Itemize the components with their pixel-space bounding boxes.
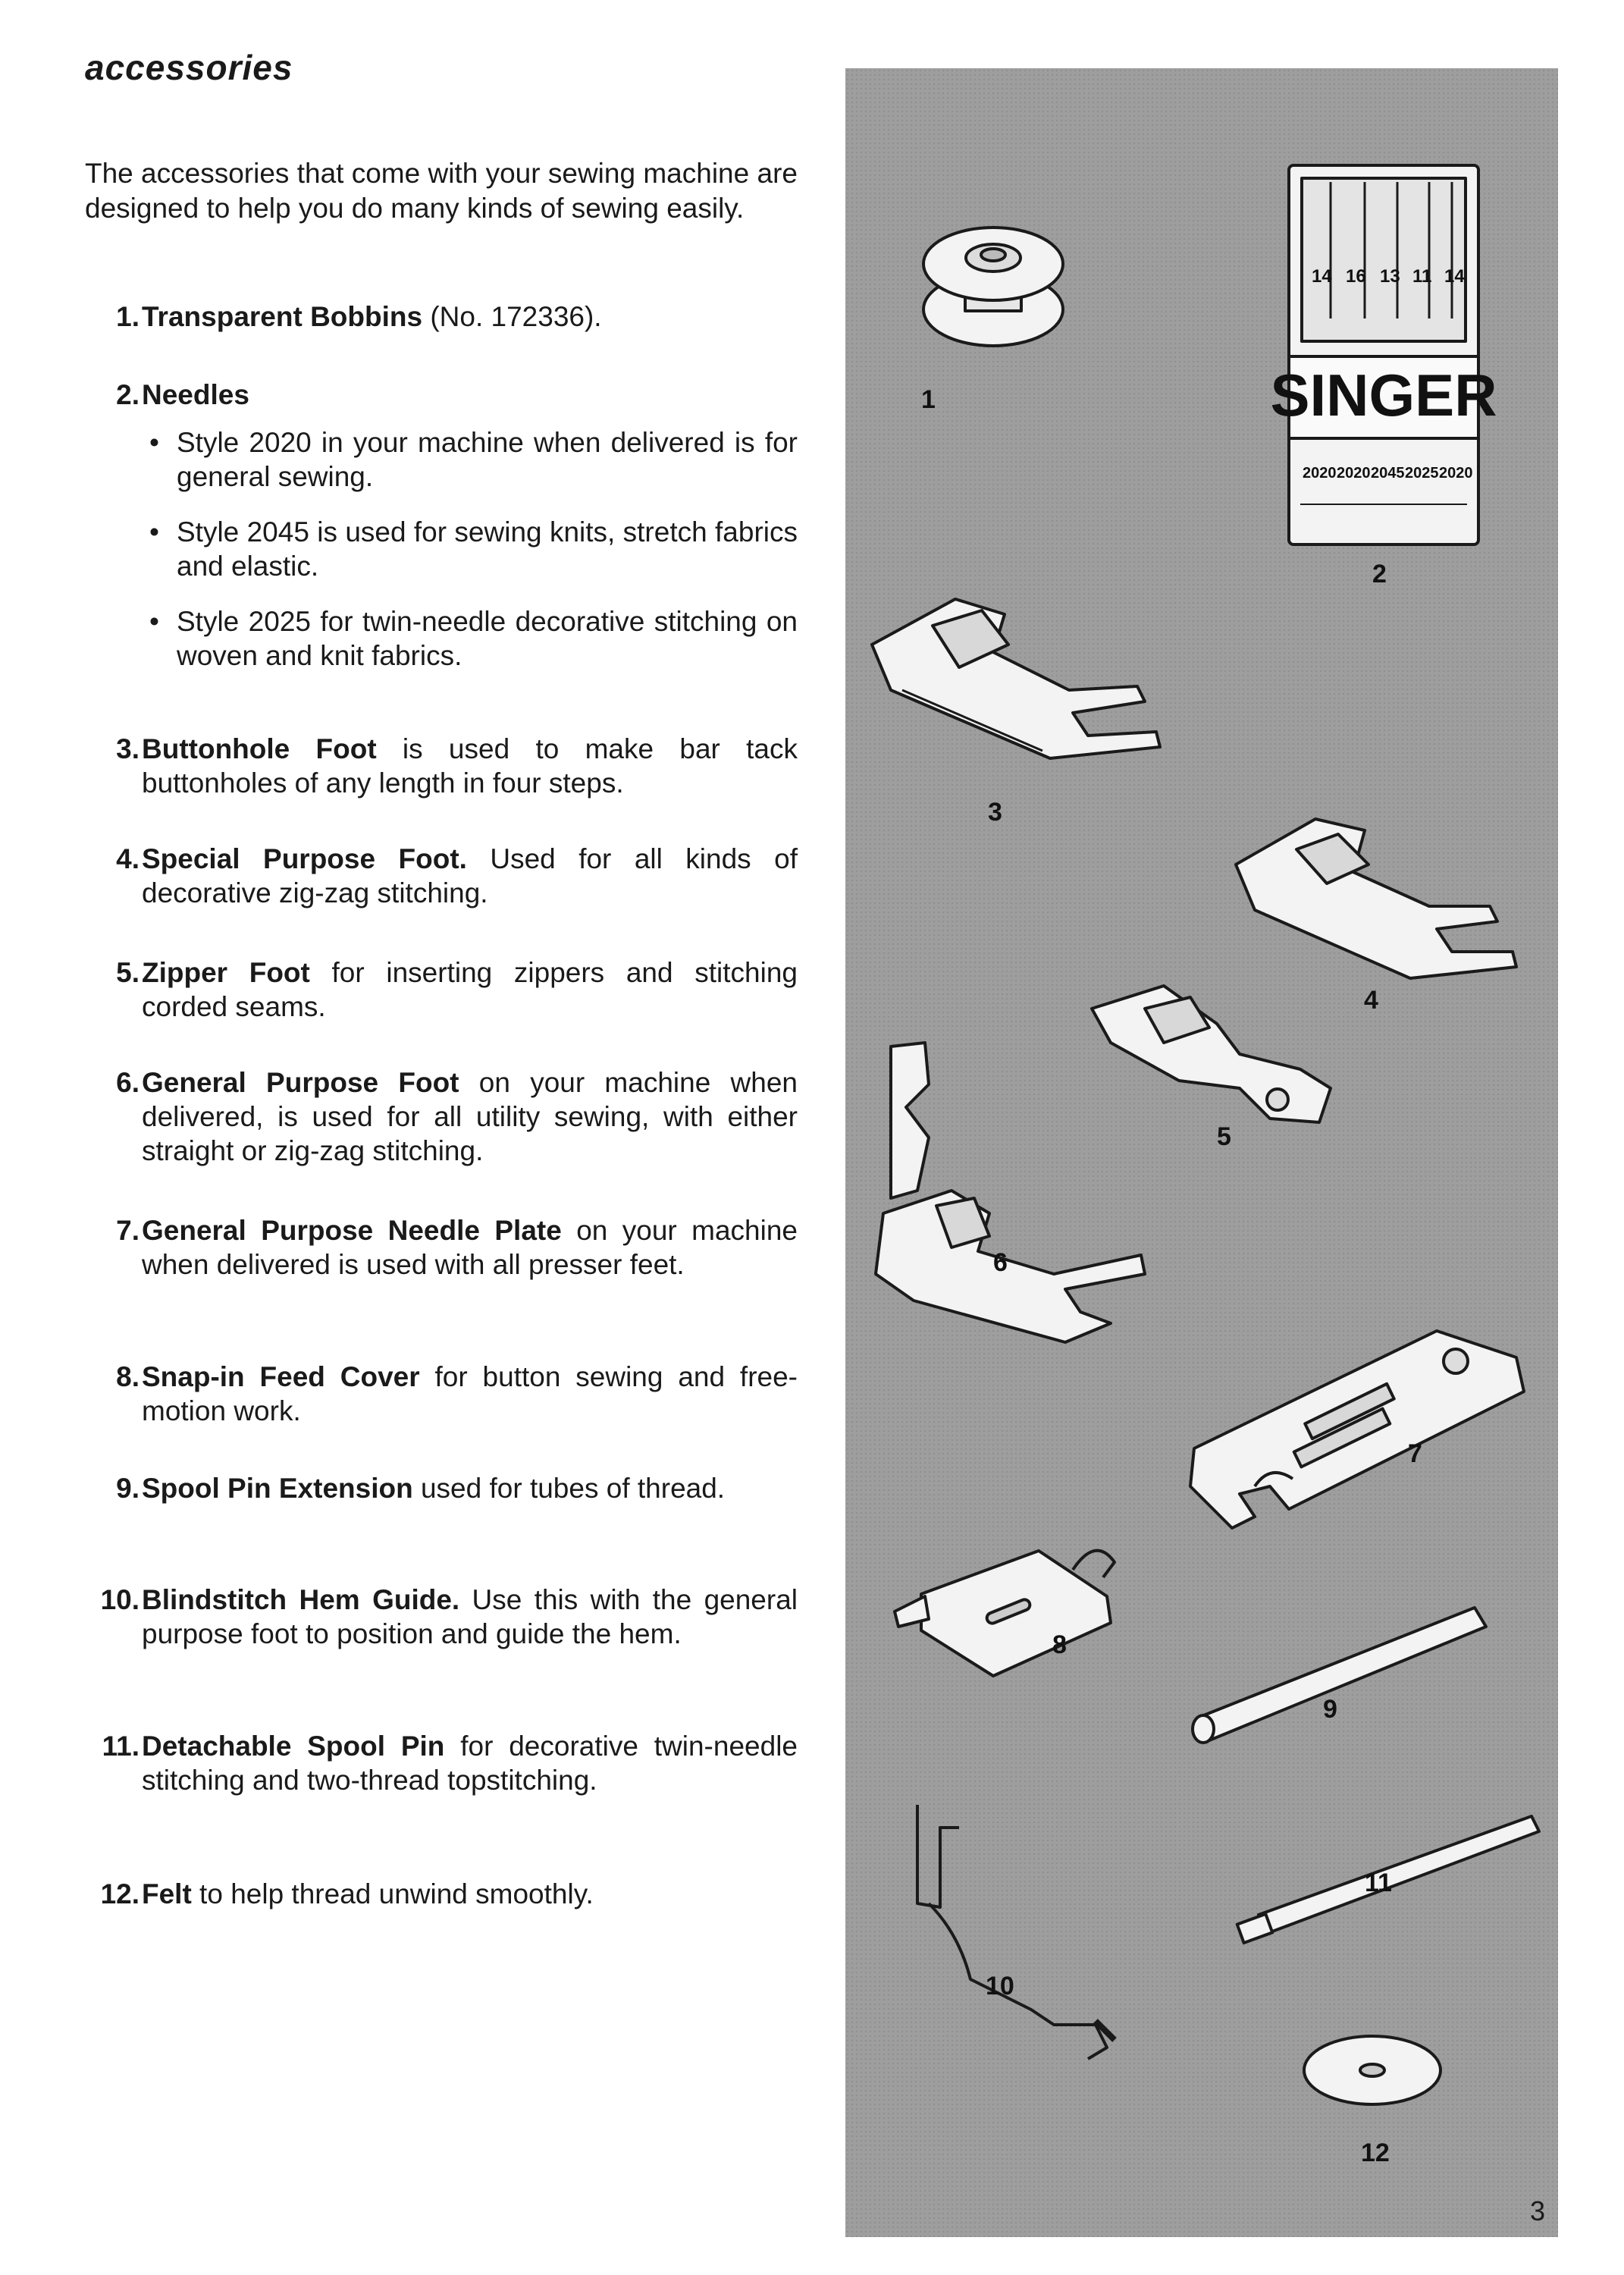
item-term: General Purpose Needle Plate bbox=[142, 1215, 562, 1246]
list-item bbox=[85, 1583, 798, 1651]
bobbin-icon bbox=[923, 228, 1063, 346]
figure-label-6: 6 bbox=[993, 1248, 1008, 1277]
item-number: 12. bbox=[100, 1878, 140, 1909]
item-term: Detachable Spool Pin bbox=[142, 1731, 445, 1762]
item-text bbox=[142, 1729, 798, 1797]
accessories-illustration bbox=[845, 68, 1558, 2237]
item-text bbox=[142, 1065, 798, 1168]
item-description: for button sewing and free-motion work. bbox=[142, 1361, 798, 1426]
special-purpose-foot-icon bbox=[1236, 819, 1516, 978]
item-description: used for tubes of thread. bbox=[412, 1473, 726, 1504]
item-text bbox=[142, 1583, 798, 1651]
item-description: on your machine when delivered is used with all presser feet. bbox=[142, 1215, 798, 1280]
item-number: 11. bbox=[102, 1731, 140, 1762]
bullet-item: • Style 2020 in your machine when delivered is for general sewing. bbox=[142, 425, 798, 494]
needle-style-label: 2025 bbox=[1405, 465, 1439, 482]
item-term: Buttonhole Foot bbox=[142, 733, 377, 764]
list-item bbox=[85, 956, 798, 1024]
spool-pin-extension-icon bbox=[1193, 1608, 1486, 1743]
item-term: Snap-in Feed Cover bbox=[142, 1361, 420, 1392]
figure-label-4: 4 bbox=[1364, 986, 1378, 1015]
list-item bbox=[85, 1471, 798, 1505]
item-description: on your machine when delivered, is used for all utility sewing, with either straight or zig-zag stitching. bbox=[142, 1067, 798, 1166]
needle-style-label: 2045 bbox=[1371, 465, 1405, 482]
needle-style-label: 2020 bbox=[1337, 465, 1371, 482]
list-item bbox=[85, 842, 798, 910]
needle-style-label: 2020 bbox=[1439, 465, 1473, 482]
needle-size-label: 11 bbox=[1412, 266, 1432, 287]
item-number: 9. bbox=[116, 1473, 140, 1504]
item-description: is used to make bar tack buttonholes of any length in four steps. bbox=[142, 733, 798, 799]
item-term: Felt bbox=[142, 1878, 192, 1909]
item-text bbox=[142, 956, 798, 1024]
needle-style-label: 2020 bbox=[1303, 465, 1337, 482]
item-text bbox=[142, 378, 798, 412]
item-number: 1. bbox=[116, 301, 140, 332]
bullet-item: • Style 2025 for twin-needle decorative stitching on woven and knit fabrics. bbox=[142, 604, 798, 673]
figure-label-11: 11 bbox=[1365, 1869, 1392, 1897]
item-term: Zipper Foot bbox=[142, 957, 310, 988]
hem-guide-icon bbox=[917, 1805, 1115, 2059]
figure-label-3: 3 bbox=[988, 798, 1002, 827]
item-term: Special Purpose Foot. bbox=[142, 843, 467, 874]
item-description: to help thread unwind smoothly. bbox=[191, 1878, 594, 1909]
general-purpose-foot-icon bbox=[876, 1043, 1145, 1342]
figure-label-2: 2 bbox=[1372, 560, 1387, 588]
figure-label-5: 5 bbox=[1217, 1122, 1231, 1151]
zipper-foot-icon bbox=[1092, 986, 1331, 1122]
buttonhole-foot-icon bbox=[872, 599, 1160, 758]
item-text bbox=[142, 1877, 798, 1911]
feed-cover-icon bbox=[895, 1551, 1115, 1676]
item-number: 6. bbox=[116, 1067, 140, 1098]
item-term: Spool Pin Extension bbox=[142, 1473, 413, 1504]
item-text bbox=[142, 1213, 798, 1282]
page-number: 3 bbox=[1530, 2195, 1546, 2226]
bullet-item: • Style 2045 is used for sewing knits, stretch fabrics and elastic. bbox=[142, 515, 798, 583]
item-description: Use this with the general purpose foot to position and guide the hem. bbox=[142, 1584, 798, 1649]
item-text bbox=[142, 1471, 798, 1505]
list-item bbox=[85, 1877, 798, 1911]
item-text bbox=[142, 732, 798, 800]
item-number: 10. bbox=[100, 1584, 140, 1615]
needle-size-label: 14 bbox=[1444, 266, 1465, 287]
list-item bbox=[85, 1213, 798, 1282]
item-text bbox=[142, 1360, 798, 1428]
item-number: 4. bbox=[116, 843, 140, 874]
needle-case-brand: SINGER bbox=[1270, 362, 1497, 428]
felt-icon bbox=[1304, 2036, 1441, 2104]
needle-size-label: 13 bbox=[1380, 266, 1400, 287]
item-term: Blindstitch Hem Guide. bbox=[142, 1584, 460, 1615]
page-title: accessories bbox=[85, 48, 293, 87]
list-item bbox=[85, 732, 798, 800]
accessories-illustration-panel bbox=[845, 68, 1558, 2237]
item-description: for decorative twin-needle stitching and two-thread topstitching. bbox=[142, 1731, 798, 1796]
item-text bbox=[142, 300, 798, 334]
list-item bbox=[85, 1360, 798, 1428]
figure-label-12: 12 bbox=[1361, 2138, 1390, 2167]
needle-styles-list bbox=[142, 425, 798, 673]
needle-case-icon bbox=[1270, 165, 1497, 544]
item-term: Needles bbox=[142, 379, 249, 410]
needle-size-label: 16 bbox=[1346, 266, 1366, 287]
item-number: 8. bbox=[116, 1361, 140, 1392]
needle-size-label: 14 bbox=[1312, 266, 1332, 287]
item-number: 2. bbox=[116, 379, 140, 410]
item-description: for inserting zippers and stitching corded seams. bbox=[142, 957, 798, 1022]
item-number: 7. bbox=[116, 1215, 140, 1246]
item-description: (No. 172336). bbox=[422, 301, 602, 332]
figure-label-8: 8 bbox=[1052, 1630, 1067, 1659]
needle-plate-icon bbox=[1190, 1331, 1524, 1528]
list-item bbox=[85, 1729, 798, 1797]
list-item bbox=[85, 1065, 798, 1168]
list-item bbox=[85, 300, 798, 334]
figure-label-1: 1 bbox=[921, 385, 936, 414]
figure-label-9: 9 bbox=[1323, 1695, 1337, 1724]
item-number: 5. bbox=[116, 957, 140, 988]
item-description: Used for all kinds of decorative zig-zag stitching. bbox=[142, 843, 798, 908]
item-number: 3. bbox=[116, 733, 140, 764]
item-term: General Purpose Foot bbox=[142, 1067, 459, 1098]
figure-label-7: 7 bbox=[1408, 1439, 1422, 1468]
intro-paragraph: The accessories that come with your sewing machine are designed to help you do many kinds of sewing easily. bbox=[85, 158, 798, 224]
list-item bbox=[85, 378, 798, 694]
item-term: Transparent Bobbins bbox=[142, 301, 423, 332]
figure-label-10: 10 bbox=[986, 1972, 1014, 2000]
item-text bbox=[142, 842, 798, 910]
